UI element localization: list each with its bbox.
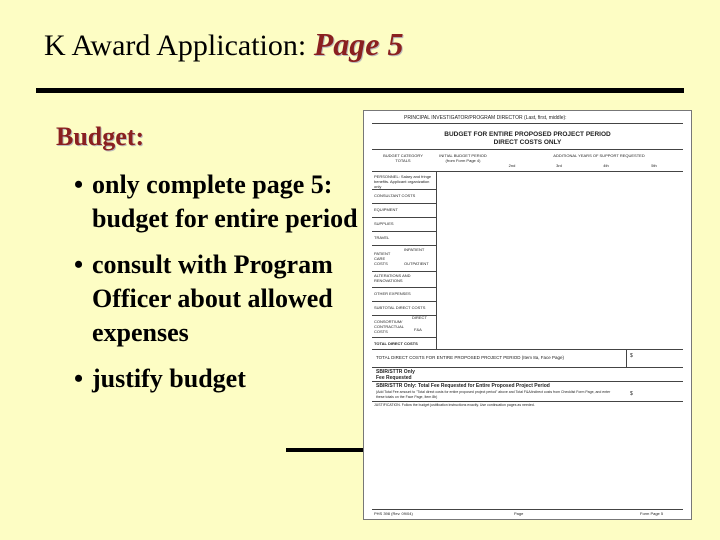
form-rule [372, 231, 436, 232]
justification-note: JUSTIFICATION. Follow the budget justification instructions exactly. Use continuation pages as needed. [374, 403, 535, 407]
footer-form-id: PHS 398 (Rev. 09/04) [374, 511, 413, 516]
row-travel: TRAVEL [374, 235, 390, 240]
bullet-item [74, 362, 364, 396]
row-equipment: EQUIPMENT [374, 207, 398, 212]
col-initial: INITIAL BUDGET PERIOD (from Form Page 4) [439, 153, 487, 163]
bullet-text: justify budget [92, 364, 246, 393]
sbir-total-fee: SBIR/STTR Only: Total Fee Requested for Entire Proposed Project Period [376, 383, 550, 389]
footer-page-label: Page [514, 511, 524, 516]
form-rule [372, 349, 683, 350]
footer-form-page: Form Page 5 [640, 511, 664, 516]
title-main: K Award Application: [44, 29, 307, 62]
bullet-marker: • [74, 250, 84, 279]
row-inpatient: INPATIENT [404, 247, 425, 252]
form-rule [372, 123, 683, 124]
bullet-item [74, 168, 364, 236]
form-rule [626, 349, 627, 367]
row-patient: PATIENT CARE COSTS [374, 251, 391, 266]
bullet-text: only complete page 5: budget for entire period [92, 170, 358, 233]
col-4th: 4th [603, 163, 609, 168]
bullet-list [74, 168, 364, 408]
form-rule [372, 287, 436, 288]
row-consortium: CONSORTIUM/ CONTRACTUAL COSTS [374, 319, 404, 334]
title-divider [36, 88, 684, 93]
bullet-item [74, 248, 364, 350]
col-3rd: 3rd [556, 163, 562, 168]
slide-title [44, 26, 403, 63]
form-rule [372, 217, 436, 218]
bullet-marker: • [74, 364, 84, 393]
fee-dollar: $ [630, 391, 633, 397]
form-rule [372, 509, 683, 510]
row-outpatient: OUTPATIENT [404, 261, 429, 266]
form-rule [372, 337, 436, 338]
row-fa: F&A [414, 327, 422, 332]
form-title-line1: BUDGET FOR ENTIRE PROPOSED PROJECT PERIOD [444, 131, 611, 138]
row-consultant: CONSULTANT COSTS [374, 193, 416, 198]
form-rule [436, 171, 437, 349]
title-page-number: Page 5 [313, 26, 404, 62]
bullet-marker: • [74, 170, 84, 199]
col-2nd: 2nd [508, 163, 516, 168]
form-rule [372, 401, 683, 402]
row-personnel: PERSONNEL: Salary and fringe benefits. Applicant organization only [374, 174, 432, 189]
form-header: PRINCIPAL INVESTIGATOR/PROGRAM DIRECTOR (Last, first, middle): [404, 115, 567, 121]
col-additional: ADDITIONAL YEARS OF SUPPORT REQUESTED [553, 153, 645, 158]
budget-form-page [363, 110, 692, 520]
sbir-note: (Add Total Fee amount to "Total direct costs for entire proposed project period" above and Total F&A/indirect costs from Checklist Form Page, and enter these totals on the Face Page, Item 8b) [376, 390, 611, 399]
col-budget-category: BUDGET CATEGORY TOTALS [383, 153, 423, 163]
form-rule [372, 189, 436, 190]
bullet-text: consult with Program Officer about allowed expenses [92, 250, 333, 347]
form-rule [372, 301, 436, 302]
section-heading: Budget: [56, 122, 145, 151]
sbir-only-label: SBIR/STTR Only [376, 369, 415, 375]
total-dollar: $ [630, 353, 633, 359]
form-rule [372, 271, 436, 272]
form-rule [372, 149, 683, 150]
fee-requested-label: Fee Requested [376, 375, 412, 381]
total-entire-period: TOTAL DIRECT COSTS FOR ENTIRE PROPOSED PROJECT PERIOD (Item 8a, Face Page) [376, 355, 565, 360]
form-title [364, 131, 691, 147]
col-5th: 5th [651, 163, 657, 168]
row-other: OTHER EXPENSES [374, 291, 411, 296]
row-supplies: SUPPLIES [374, 221, 394, 226]
row-subtotal: SUBTOTAL DIRECT COSTS [374, 305, 426, 310]
row-direct: DIRECT [412, 315, 427, 320]
form-rule [372, 381, 683, 382]
row-total: TOTAL DIRECT COSTS [374, 341, 418, 346]
form-rule [372, 367, 683, 368]
form-rule [372, 203, 436, 204]
form-rule [372, 245, 436, 246]
form-title-line2: DIRECT COSTS ONLY [493, 139, 562, 146]
form-rule [372, 171, 683, 172]
row-alterations: ALTERATIONS AND RENOVATIONS [374, 273, 411, 283]
